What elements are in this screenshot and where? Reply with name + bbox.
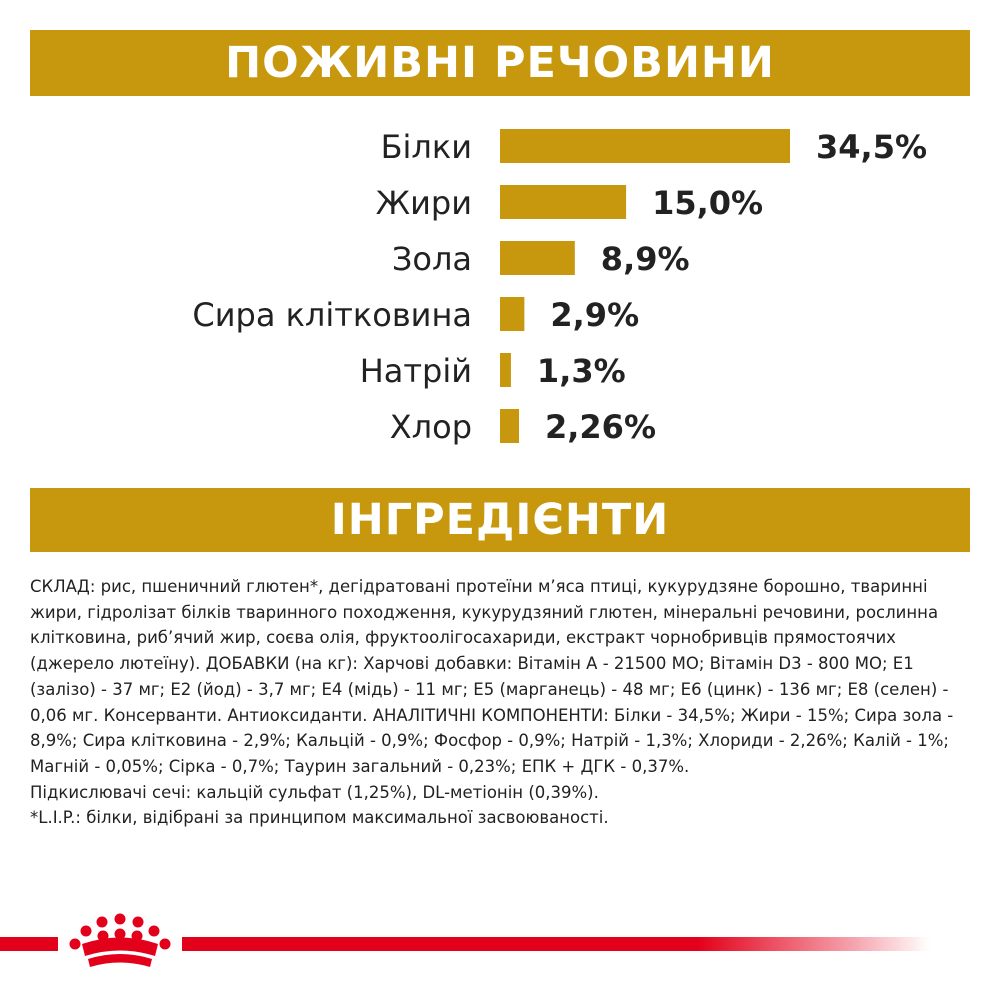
category-label: Хлор (389, 408, 472, 446)
value-label: 2,9% (550, 296, 640, 334)
category-label: Зола (391, 240, 472, 278)
nutrient-bar (500, 409, 519, 443)
category-label: Сира клітковина (192, 296, 472, 334)
nutrient-bar (500, 297, 524, 331)
royal-crown-icon (58, 911, 182, 971)
category-label: Натрій (359, 352, 472, 390)
value-label: 34,5% (816, 128, 928, 166)
nutrients-title-banner: ПОЖИВНІ РЕЧОВИНИ (30, 30, 970, 96)
value-label: 1,3% (536, 352, 626, 390)
ingredients-title-banner: ІНГРЕДІЄНТИ (30, 488, 970, 552)
nutrient-bar (500, 353, 511, 387)
nutrient-bar (500, 185, 626, 219)
value-label: 2,26% (544, 408, 657, 446)
ingredients-composition-text: СКЛАД: рис, пшеничний глютен*, дегідратовані протеїни м’яса птиці, кукурудзяне борошно, тваринні жири, гідролізат білків тваринного походження, кукурудзяний глютен, мінеральні речовини, рослинна клітковина, риб’ячий жир, соєва олія, фруктоолігосахариди, екстракт чорнобривців прямостоячих (джерело лютеїну). ДОБАВКИ (на кг): Харчові добавки: Вітамін А - 21500 МО; Вітамін D3 - 800 МО; E1 (залізо) - 37 мг; E2 (йод) - 3,7 мг; E4 (мідь) - 11 мг; E5 (марганець) - 48 мг; E6 (цинк) - 136 мг; E8 (селен) - 0,06 мг. Консерванти. Антиоксиданти. АНАЛІТИЧНІ КОМПОНЕНТИ: Білки - 34,5%; Жири - 15%; Сира зола - 8,9%; Сира клітковина - 2,9%; Кальцій - 0,9%; Фосфор - 0,9%; Натрій - 1,3%; Хлориди - 2,26%; Калій - 1%; Магній - 0,05%; Сірка - 0,7%; Таурин загальний - 0,23%; ЕПК + ДГК - 0,37%. Підкислювачі сечі: кальцій сульфат (1,25%), DL-метіонін (0,39%). *L.I.P.: білки, відібрані за принципом максимальної засвоюваності. (30, 577, 954, 828)
nutrient-bar (500, 241, 575, 275)
value-label: 8,9% (600, 240, 690, 278)
category-label: Білки (380, 128, 472, 166)
nutrient-bar (500, 129, 790, 163)
nutrient-bar-chart (0, 110, 1000, 460)
category-label: Жири (375, 184, 472, 222)
value-label: 15,0% (652, 184, 764, 222)
